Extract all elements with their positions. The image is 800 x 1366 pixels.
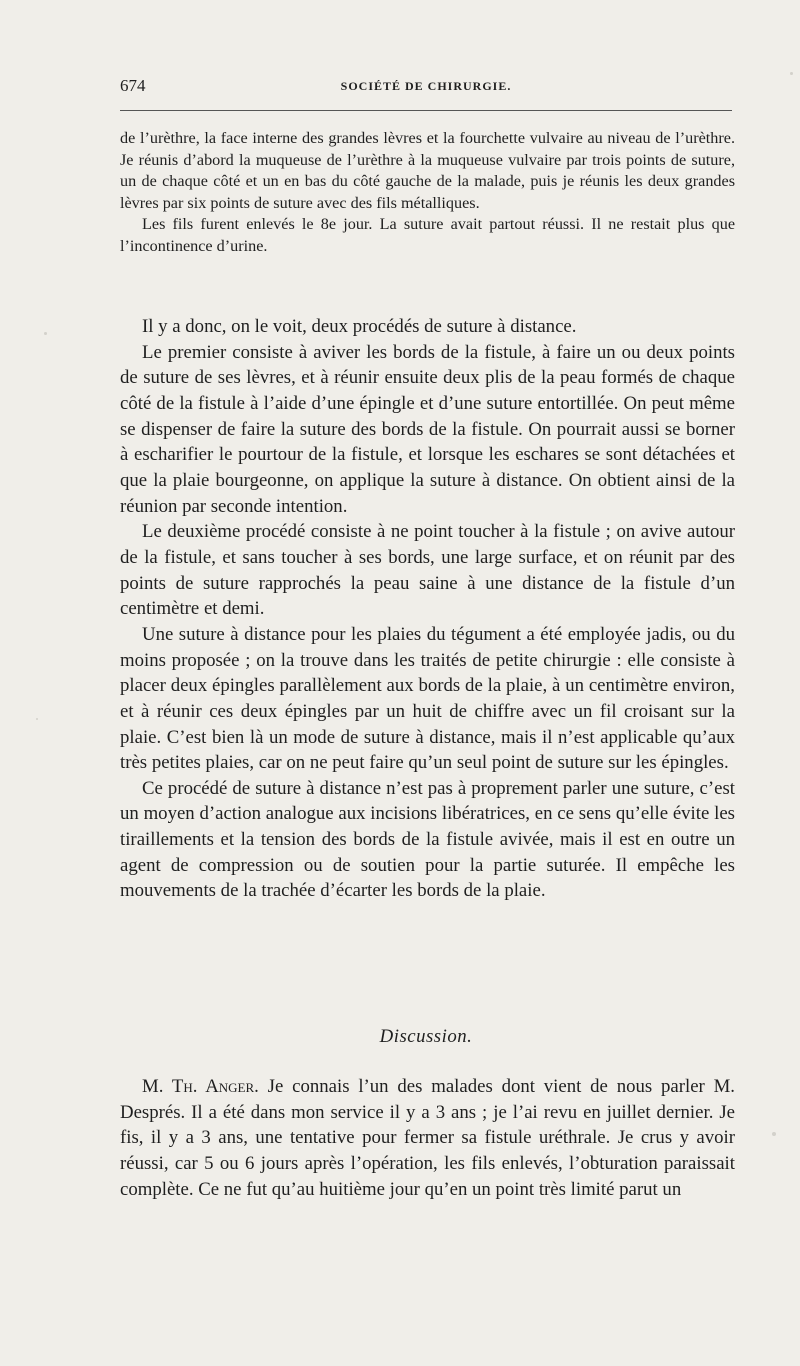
small-paragraph: de l’urèthre, la face interne des grandes lèvres et la fourchette vulvaire au niveau de l’urèthre. Je réunis d’abord la muqueuse de l’urèthre à la muqueuse vulvaire par trois points de suture, un de chaque côté et un en bas du côté gauche de la malade, puis je réunis les deux grandes lèvres par six points de suture avec des fils métalliques. bbox=[120, 129, 735, 212]
header-rule bbox=[120, 110, 732, 111]
paper-speck bbox=[36, 718, 38, 720]
main-text-block bbox=[120, 314, 735, 904]
small-paragraph: Les fils furent enlevés le 8e jour. La suture avait partout réussi. Il ne restait plus que l’incontinence d’urine. bbox=[120, 215, 735, 255]
paper-speck bbox=[44, 332, 47, 335]
paper-speck bbox=[772, 1132, 776, 1136]
small-print-block bbox=[120, 128, 735, 257]
running-title: SOCIÉTÉ DE CHIRURGIE. bbox=[340, 79, 512, 93]
discussion-paragraph bbox=[120, 1074, 735, 1202]
paragraph: Une suture à distance pour les plaies du tégument a été employée jadis, ou du moins proposée ; on la trouve dans les traités de petite chirurgie : elle consiste à placer deux épingles parallèlement aux bords de la plaie, à un centimètre environ, et à réunir ces deux épingles par un huit de chiffre avec un fil croisant sur la plaie. C’est bien là un mode de suture à distance, mais il n’est applicable qu’aux très petites plaies, car on ne peut faire qu’un seul point de suture sur les épingles. bbox=[120, 623, 735, 774]
discussion-text: Je connais l’un des malades dont vient de nous parler M. Després. Il a été dans mon service il y a 3 ans ; je l’ai revu en juillet dernier. Je fis, il y a 3 ans, une tentative pour fermer sa fistule uréthrale. Je crus y avoir réussi, car 5 ou 6 jours après l’opération, les fils enlevés, l’obturation paraissait complète. Ce ne fut qu’au huitième jour qu’en un point très limité parut un bbox=[120, 1076, 735, 1200]
discussion-block bbox=[120, 1074, 735, 1202]
page-number: 674 bbox=[120, 76, 146, 95]
paragraph: Le premier consiste à aviver les bords de la fistule, à faire un ou deux points de suture de ses lèvres, et à réunir ensuite deux plis de la peau formés de chaque côté de la fistule à l’aide d’une épingle et d’une suture entortillée. On peut même se dispenser de faire la suture des bords de la fistule. On pourrait aussi se borner à escharifier le pourtour de la fistule, et lorsque les eschares se sont détachées et que la plaie bourgeonne, on applique la suture à distance. On obtient ainsi de la réunion par seconde intention. bbox=[120, 341, 735, 517]
paragraph: Il y a donc, on le voit, deux procédés de suture à distance. bbox=[142, 316, 577, 337]
page-header bbox=[120, 76, 732, 100]
section-heading: Discussion. bbox=[379, 1026, 473, 1047]
paper-speck bbox=[790, 72, 793, 75]
paragraph: Ce procédé de suture à distance n’est pas à proprement parler une suture, c’est un moyen d’action analogue aux incisions libératrices, en ce sens qu’elle évite les tiraillements et la tension des bords de la fistule avivée, mais il est en outre un agent de compression ou de soutien pour la partie suturée. Il empêche les mouvements de la trachée d’écarter les bords de la plaie. bbox=[120, 777, 735, 902]
paragraph: Le deuxième procédé consiste à ne point toucher à la fistule ; on avive autour de la fistule, et sans toucher à ses bords, une large surface, et on réunit par des points de suture rapprochés la peau saine à une distance de la fistule d’un centimètre et demi. bbox=[120, 521, 735, 620]
speaker-name: M. Th. Anger. bbox=[142, 1076, 259, 1097]
